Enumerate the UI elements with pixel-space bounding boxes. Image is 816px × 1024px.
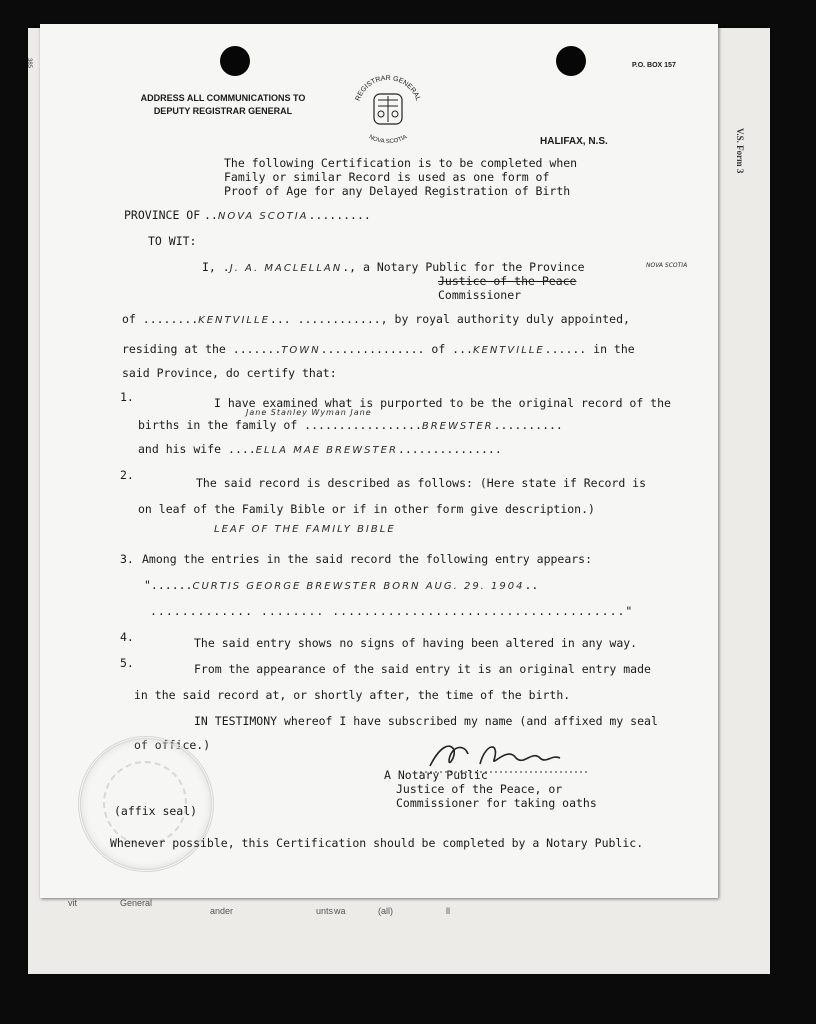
of-place: KENTVILLE (198, 315, 270, 326)
residing-line: residing at the .......TOWN............... of ...KENTVILLE...... in the (122, 342, 635, 356)
residing-of: of (431, 342, 446, 356)
city-label: HALIFAX, N.S. (540, 136, 608, 147)
footer-note: Whenever possible, this Certification should be completed by a Notary Public. (110, 836, 644, 850)
residing-label: residing at the (122, 342, 226, 356)
item1-line2: births in the family of .................BREWSTER.......... (138, 418, 563, 432)
province-value: NOVA SCOTIA (217, 211, 309, 222)
strip-fragment: wa (334, 906, 346, 916)
record-description: LEAF OF THE FAMILY BIBLE (214, 524, 396, 535)
item5-line1: From the appearance of the said entry it is an original entry made (194, 662, 651, 676)
po-box: P.O. BOX 157 (632, 62, 676, 69)
address-line: DEPUTY REGISTRAR GENERAL (153, 106, 293, 116)
residing-end: in the (593, 342, 635, 356)
strip-fragment: vit (68, 898, 77, 908)
province-field: ..NOVA SCOTIA......... (204, 208, 371, 222)
item3-line1: Among the entries in the said record the following entry appears: (142, 552, 593, 566)
entry-blank-line: ............. ........ ....................................." (150, 604, 634, 618)
sig-notary: A Notary Public (384, 768, 488, 782)
struck-justice: Justice of the Peace (438, 274, 577, 288)
address-line: ADDRESS ALL COMMUNICATIONS TO (140, 93, 306, 103)
item-number: 4. (120, 630, 134, 644)
seal-top-text: REGISTRAR GENERAL (354, 74, 422, 102)
item5-line2: in the said record at, or shortly after, the time of the birth. (134, 688, 571, 702)
item2-line2: on leaf of the Family Bible or if in other form give description.) (138, 502, 595, 516)
of-line: of ........KENTVILLE... ............, by royal authority duly appointed, (122, 312, 630, 326)
to-wit: TO WIT: (148, 234, 197, 248)
strip-fragment: General (120, 898, 153, 908)
family-label: births in the family of (138, 418, 298, 432)
sig-commissioner: Commissioner for taking oaths (396, 796, 597, 810)
wife-line: and his wife ....ELLA MAE BREWSTER............... (138, 442, 502, 456)
declarant-line: I, .J. A. MACLELLAN., a Notary Public for the Province (202, 260, 585, 274)
punch-hole (556, 46, 586, 76)
said-province: said Province, do certify that: (122, 366, 337, 380)
form-label: V.S. Form 3 (735, 128, 745, 174)
registrar-seal-icon (348, 66, 428, 150)
birth-entry: CURTIS GEORGE BREWSTER BORN AUG. 29. 1904 (192, 581, 525, 592)
item2-line1: The said record is described as follows: (Here state if Record is (196, 476, 647, 490)
item-number: 2. (120, 468, 134, 482)
address-block (128, 92, 318, 118)
seal-bottom-text: NOVA SCOTIA (367, 134, 409, 146)
declarant-role: , a Notary Public for the Province (349, 260, 585, 274)
item-number: 1. (120, 390, 134, 404)
strip-fragment: (all) (378, 906, 393, 916)
wife-name: ELLA MAE BREWSTER (255, 445, 398, 456)
declarant-name: J. A. MACLELLAN (229, 263, 343, 274)
intro-line: Family or similar Record is used as one form of (224, 170, 550, 184)
item-number: 3. (120, 552, 134, 566)
sig-justice: Justice of the Peace, or (396, 782, 563, 796)
residing-value: TOWN (281, 345, 321, 356)
of-word: of (122, 312, 136, 326)
province-handwritten: NOVA SCOTIA (646, 262, 688, 269)
entry-line: "......CURTIS GEORGE BREWSTER BORN AUG. 29. 1904.. (144, 578, 539, 592)
certificate-sheet (40, 24, 718, 898)
affix-seal-label: (affix seal) (114, 804, 198, 818)
commissioner-label: Commissioner (438, 288, 522, 302)
item4-text: The said entry shows no signs of having been altered in any way. (194, 636, 638, 650)
item1-line1: I have examined what is purported to be the original record of the (214, 396, 671, 410)
strip-fragment: unts (316, 906, 334, 916)
residing-town: KENTVILLE (472, 345, 545, 356)
wife-label: and his wife (138, 442, 222, 456)
strip-fragment: ll (446, 906, 450, 916)
testimony-line1: IN TESTIMONY whereof I have subscribed my name (and affixed my seal (194, 714, 658, 728)
punch-hole (220, 46, 250, 76)
strip-fragment: ander (210, 906, 234, 916)
margin-number: 385 (26, 58, 32, 69)
testimony-line2: of office.) (134, 738, 211, 752)
intro-line: Proof of Age for any Delayed Registration of Birth (224, 184, 571, 198)
of-rest: , by royal authority duly appointed, (380, 312, 630, 326)
declarant-prefix: I, (202, 260, 216, 274)
family-surname: BREWSTER (421, 421, 494, 432)
item-number: 5. (120, 656, 134, 670)
province-label: PROVINCE OF (124, 208, 201, 222)
family-handwritten: Jane Stanley Wyman Jane (246, 408, 372, 417)
intro-line: The following Certification is to be completed when (224, 156, 578, 170)
